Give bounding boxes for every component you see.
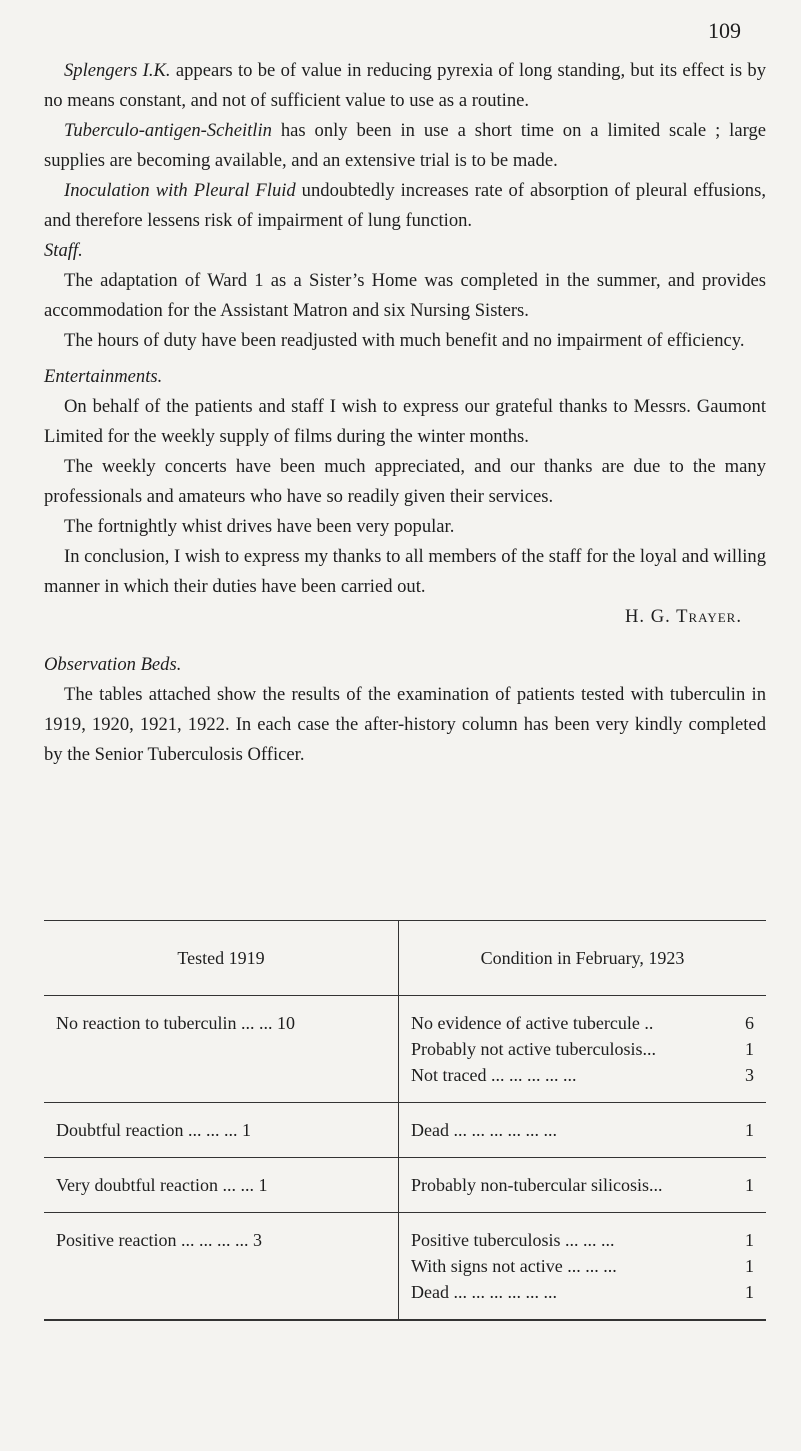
page-number: 109 bbox=[708, 18, 741, 43]
entertainments-paragraph: The fortnightly whist drives have been very popular. bbox=[64, 516, 455, 537]
staff-paragraph: The adaptation of Ward 1 as a Sister’s Home was completed in the summer, and provides accommodation for the Assistant Matron and six Nursing Sisters. bbox=[44, 270, 766, 321]
paragraph-splengers bbox=[44, 56, 766, 116]
table-cell-condition bbox=[399, 1213, 767, 1321]
entertainments-paragraph: On behalf of the patients and staff I wish to express our grateful thanks to Messrs. Gaumont Limited for the weekly supply of films during the winter months. bbox=[44, 396, 766, 447]
results-table bbox=[44, 920, 766, 1321]
table-row bbox=[44, 1158, 766, 1213]
table-cell-tested: Positive reaction ... ... ... ... 3 bbox=[44, 1213, 399, 1321]
table-cell-tested: Doubtful reaction ... ... ... 1 bbox=[44, 1103, 399, 1158]
entertainments-paragraph: The weekly concerts have been much appreciated, and our thanks are due to the many professionals and amateurs who have so readily given their services. bbox=[44, 456, 766, 507]
condition-line: Not traced ... ... ... ... ... 3 bbox=[411, 1065, 754, 1085]
table-row bbox=[44, 1213, 766, 1321]
table-cell-tested: No reaction to tuberculin ... ... 10 bbox=[44, 996, 399, 1103]
entertainments-paragraph: In conclusion, I wish to express my thanks to all members of the staff for the loyal and willing manner in which their duties have been carried out. bbox=[44, 546, 766, 597]
paragraph-text: undoubtedly increases rate of absorption of pleural effusions, and therefore lessens risk of impairment of lung function. bbox=[44, 180, 766, 231]
table-cell-tested: Very doubtful reaction ... ... 1 bbox=[44, 1158, 399, 1213]
entertainments-heading: Entertainments. bbox=[44, 366, 163, 387]
condition-line: Probably not active tuberculosis... 1 bbox=[411, 1039, 754, 1059]
table-header-condition: Condition in February, 1923 bbox=[399, 921, 767, 996]
observation-paragraph: The tables attached show the results of the examination of patients tested with tuberculin in 1919, 1920, 1921, 1922. In each case the after-history column has been very kindly completed by the Senior Tuberculosis Officer. bbox=[44, 684, 766, 765]
table-row bbox=[44, 1103, 766, 1158]
staff-heading: Staff. bbox=[44, 240, 83, 261]
table-cell-condition bbox=[399, 1158, 767, 1213]
staff-paragraph: The hours of duty have been readjusted with much benefit and no impairment of efficiency. bbox=[64, 330, 745, 351]
paragraph-lead: Splengers I.K. bbox=[64, 60, 171, 81]
paragraph-text: has only been in use a short time on a limited scale ; large supplies are becoming available, and an extensive trial is to be made. bbox=[44, 120, 766, 171]
table-cell-condition bbox=[399, 996, 767, 1103]
paragraph-lead: Tuberculo-antigen-Scheitlin bbox=[64, 120, 272, 141]
table-cell-condition bbox=[399, 1103, 767, 1158]
table-row bbox=[44, 996, 766, 1103]
observation-heading: Observation Beds. bbox=[44, 654, 182, 675]
paragraph-text: appears to be of value in reducing pyrexia of long standing, but its effect is by no means constant, and not of sufficient value to use as a routine. bbox=[44, 60, 766, 111]
condition-line: Dead ... ... ... ... ... ... 1 bbox=[411, 1282, 754, 1302]
condition-line: Positive tuberculosis ... ... ... 1 bbox=[411, 1230, 754, 1250]
paragraph-tuberculo bbox=[44, 116, 766, 176]
condition-line: No evidence of active tubercule .. 6 bbox=[411, 1013, 754, 1033]
body-text bbox=[44, 56, 766, 770]
paragraph-inoculation bbox=[44, 176, 766, 236]
condition-line: Probably non-tubercular silicosis... 1 bbox=[411, 1175, 754, 1195]
signature: H. G. Trayer. bbox=[625, 606, 742, 627]
condition-line: With signs not active ... ... ... 1 bbox=[411, 1256, 754, 1276]
condition-line: Dead ... ... ... ... ... ... 1 bbox=[411, 1120, 754, 1140]
table-header-tested: Tested 1919 bbox=[44, 921, 399, 996]
paragraph-lead: Inoculation with Pleural Fluid bbox=[64, 180, 296, 201]
